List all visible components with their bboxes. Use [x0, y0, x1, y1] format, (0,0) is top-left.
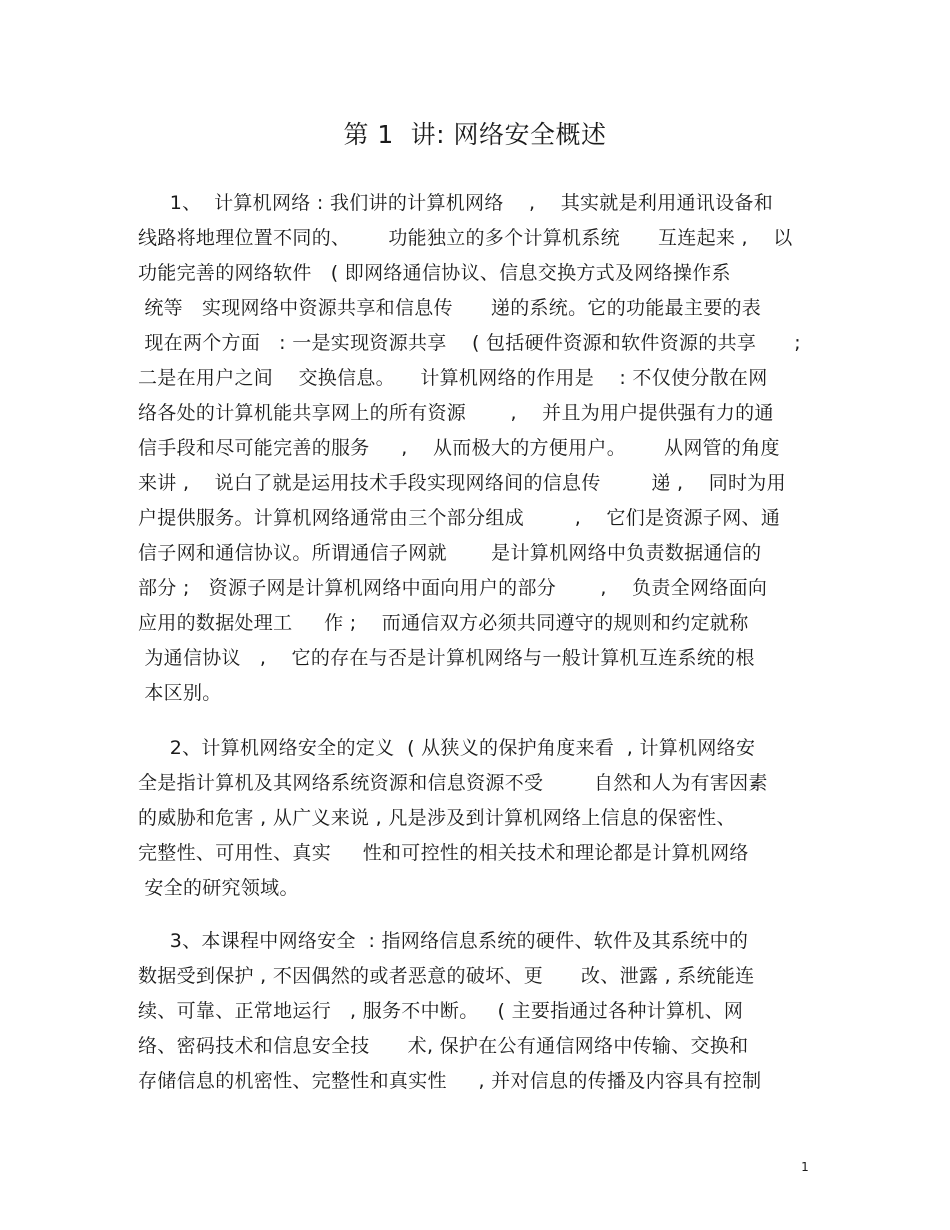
text-line: 3、本课程中网络安全 : 指网络信息系统的硬件、软件及其系统中的 [138, 930, 749, 952]
text-line: 二是在用户之间 交换信息。 计算机网络的作用是 : 不仅使分散在网 [138, 367, 768, 389]
text-line: 信子网和通信协议。所谓通信子网就 是计算机网络中负责数据通信的 [138, 542, 762, 564]
text-line: 全是指计算机及其网络系统资源和信息资源不受 自然和人为有害因素 [138, 772, 768, 794]
text-line: 2、计算机网络安全的定义 ( 从狭义的保护角度来看 , 计算机网络安 [138, 737, 756, 759]
text-line: 信手段和尽可能完善的服务 , 从而极大的方便用户。 从网管的角度 [138, 437, 780, 459]
text-line: 存储信息的机密性、完整性和真实性 , 并对信息的传播及内容具有控制 [138, 1070, 762, 1092]
text-line: 来讲 , 说白了就是运用技术手段实现网络间的信息传 递 , 同时为用 [138, 472, 786, 494]
text-line: 完整性、可用性、真实 性和可控性的相关技术和理论都是计算机网络 [138, 842, 749, 864]
text-line: 应用的数据处理工 作 ; 而通信双方必须共同遵守的规则和约定就称 [138, 612, 749, 634]
text-line: 络、密码技术和信息安全技 术, 保护在公有通信网络中传输、交换和 [138, 1035, 749, 1057]
text-line: 安全的研究领域。 [138, 877, 299, 899]
text-line: 户提供服务。计算机网络通常由三个部分组成 , 它们是资源子网、通 [138, 507, 781, 529]
text-line: 的威胁和危害 , 从广义来说 , 凡是涉及到计算机网络上信息的保密性、 [138, 807, 736, 829]
text-line: 数据受到保护 , 不因偶然的或者恶意的破坏、更 改、泄露 , 系统能连 [138, 965, 755, 987]
text-line: 部分 ; 资源子网是计算机网络中面向用户的部分 , 负责全网络面向 [138, 577, 768, 599]
page-number: 1 [801, 1160, 809, 1174]
text-line: 本区别。 [138, 682, 222, 704]
text-line: 络各处的计算机能共享网上的所有资源 , 并且为用户提供强有力的通 [138, 402, 774, 424]
text-line: 统等 实现网络中资源共享和信息传 递的系统。它的功能最主要的表 [138, 297, 762, 319]
text-line: 续、可靠、正常地运行 , 服务不中断。 ( 主要指通过各种计算机、网 [138, 1000, 744, 1022]
text-line: 功能完善的网络软件 ( 即网络通信协议、信息交换方式及网络操作系 [138, 262, 731, 284]
text-line: 线路将地理位置不同的、 功能独立的多个计算机系统 互连起来 , 以 [138, 227, 793, 249]
text-line: 现在两个方面 : 一是实现资源共享 ( 包括硬件资源和软件资源的共享 ; [138, 332, 801, 354]
text-line: 为通信协议 , 它的存在与否是计算机网络与一般计算机互连系统的根 [138, 647, 755, 669]
page-title: 第 1 讲: 网络安全概述 [343, 120, 607, 149]
text-line: 1、 计算机网络 : 我们讲的计算机网络 , 其实就是利用通讯设备和 [138, 192, 774, 214]
